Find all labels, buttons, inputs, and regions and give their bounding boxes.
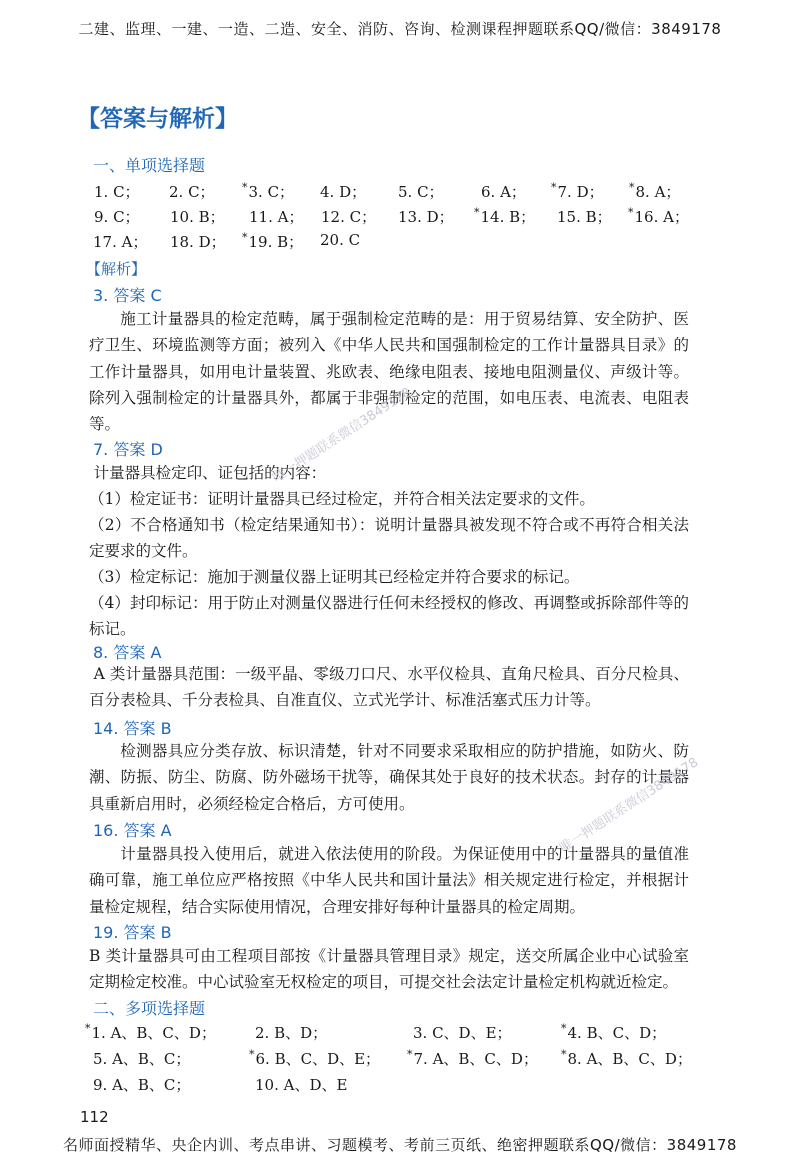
star-mark: *: [628, 206, 634, 219]
answer-heading-q14: 14. 答案 B: [93, 719, 172, 738]
answer-item: *7. A、B、C、D；: [407, 1048, 538, 1068]
watermark: 唯一押题联系微信3849178: [557, 755, 702, 856]
answer-item: 2. C；: [169, 183, 215, 201]
answer-item: 6. A；: [481, 183, 526, 201]
explanation-q8: A 类计量器具范围：一级平晶、零级刀口尺、水平仪检具、直角尺检具、百分尺检具、百分表检具、千分表检具、自准直仪、立式光学计、标准活塞式压力计等。: [89, 665, 689, 710]
star-mark: *: [85, 1022, 91, 1035]
explanation-q7-item2: （2）不合格通知书（检定结果通知书）：说明计量器具被发现不符合或不再符合相关法定要求的文件。: [89, 516, 689, 561]
answer-item: *4. B、C、D；: [561, 1022, 667, 1042]
answer-item: 5. A、B、C；: [93, 1050, 191, 1068]
star-mark: *: [474, 206, 480, 219]
answer-item: 11. A；: [249, 208, 304, 226]
section-heading-single: 一、单项选择题: [93, 156, 206, 175]
answer-item: 15. B；: [557, 208, 612, 226]
answer-item: 17. A；: [93, 233, 148, 251]
page-footer: 名师面授精华、央企内训、考点串讲、习题模考、考前三页纸、绝密押题联系QQ/微信：3849178: [63, 1136, 737, 1154]
explanation-q7-item4: （4）封印标记：用于防止对测量仪器进行任何未经授权的修改、再调整或拆除部件等的标记。: [89, 594, 689, 639]
answer-item: *7. D；: [551, 181, 604, 201]
answer-item: *19. B；: [242, 231, 304, 251]
answer-item: 9. A、B、C；: [93, 1076, 191, 1094]
explanation-q7-item1: （1）检定证书：证明计量器具已经过检定，并符合相关法定要求的文件。: [89, 490, 595, 508]
answer-item: 1. C；: [94, 183, 140, 201]
explanation-q19: B 类计量器具可由工程项目部按《计量器具管理目录》规定，送交所属企业中心试验室定期检定校准。中心试验室无权检定的项目，可提交社会法定计量检定机构就近检定。: [89, 947, 689, 992]
answer-item: 9. C；: [94, 208, 140, 226]
star-mark: *: [407, 1048, 413, 1061]
answer-item: *8. A、B、C、D；: [561, 1048, 692, 1068]
star-mark: *: [242, 181, 248, 194]
answer-item: *3. C；: [242, 181, 295, 201]
explanation-q3: 施工计量器具的检定范畴，属于强制检定范畴的是：用于贸易结算、安全防护、医疗卫生、环境监测等方面；被列入《中华人民共和国强制检定的工作计量器具目录》的工作计量器具，如用电计量装置、兆欧表、绝缘电阻表、接地电阻测量仪、声级计等。除列入强制检定的计量器具外，都属于非强制检定的范围，如电压表、电流表、电阻表等。: [89, 310, 689, 434]
answer-item: *14. B；: [474, 206, 536, 226]
answer-heading-q19: 19. 答案 B: [93, 923, 172, 942]
page-header: 二建、监理、一建、一造、二造、安全、消防、咨询、检测课程押题联系QQ/微信：3849178: [78, 20, 722, 38]
answer-heading-q8: 8. 答案 A: [93, 643, 162, 662]
star-mark: *: [249, 1048, 255, 1061]
explanation-q7-item3: （3）检定标记：施加于测量仪器上证明其已经检定并符合要求的标记。: [89, 568, 580, 586]
answer-heading-q7: 7. 答案 D: [93, 440, 163, 459]
answer-item: *8. A；: [629, 181, 681, 201]
explanation-q16: 计量器具投入使用后，就进入依法使用的阶段。为保证使用中的计量器具的量值准确可靠，施工单位应严格按照《中华人民共和国计量法》相关规定进行检定，并根据计量检定规程，结合实际使用情况，合理安排好每种计量器具的检定周期。: [89, 845, 689, 916]
answer-item: 10. A、D、E: [255, 1076, 348, 1094]
answer-item: *6. B、C、D、E；: [249, 1048, 381, 1068]
answer-item: 20. C: [320, 231, 361, 249]
explanation-q7-intro: 计量器具检定印、证包括的内容：: [93, 464, 327, 482]
star-mark: *: [551, 181, 557, 194]
star-mark: *: [561, 1022, 567, 1035]
page-title: 【答案与解析】: [77, 106, 238, 132]
answer-item: 12. C；: [321, 208, 377, 226]
answer-heading-q3: 3. 答案 C: [93, 286, 162, 305]
star-mark: *: [561, 1048, 567, 1061]
answer-item: 13. D；: [398, 208, 454, 226]
page-number: 112: [80, 1108, 109, 1126]
watermark: 唯一押题联系微信3849178: [270, 385, 415, 486]
analysis-label: 【解析】: [86, 260, 147, 278]
star-mark: *: [629, 181, 635, 194]
answer-item: *1. A、B、C、D；: [85, 1022, 216, 1042]
star-mark: *: [242, 231, 248, 244]
answer-item: *16. A；: [628, 206, 689, 226]
answer-item: 2. B、D；: [255, 1024, 328, 1042]
section-heading-multi: 二、多项选择题: [93, 999, 206, 1018]
answer-item: 10. B；: [170, 208, 225, 226]
answer-item: 3. C、D、E；: [413, 1024, 512, 1042]
answer-item: 18. D；: [170, 233, 226, 251]
explanation-q14: 检测器具应分类存放、标识清楚，针对不同要求采取相应的防护措施，如防火、防潮、防振、防尘、防腐、防外磁场干扰等，确保其处于良好的技术状态。封存的计量器具重新启用时，必须经检定合格后，方可使用。: [89, 742, 689, 813]
answer-item: 4. D；: [320, 183, 367, 201]
answer-heading-q16: 16. 答案 A: [93, 821, 172, 840]
answer-item: 5. C；: [398, 183, 444, 201]
